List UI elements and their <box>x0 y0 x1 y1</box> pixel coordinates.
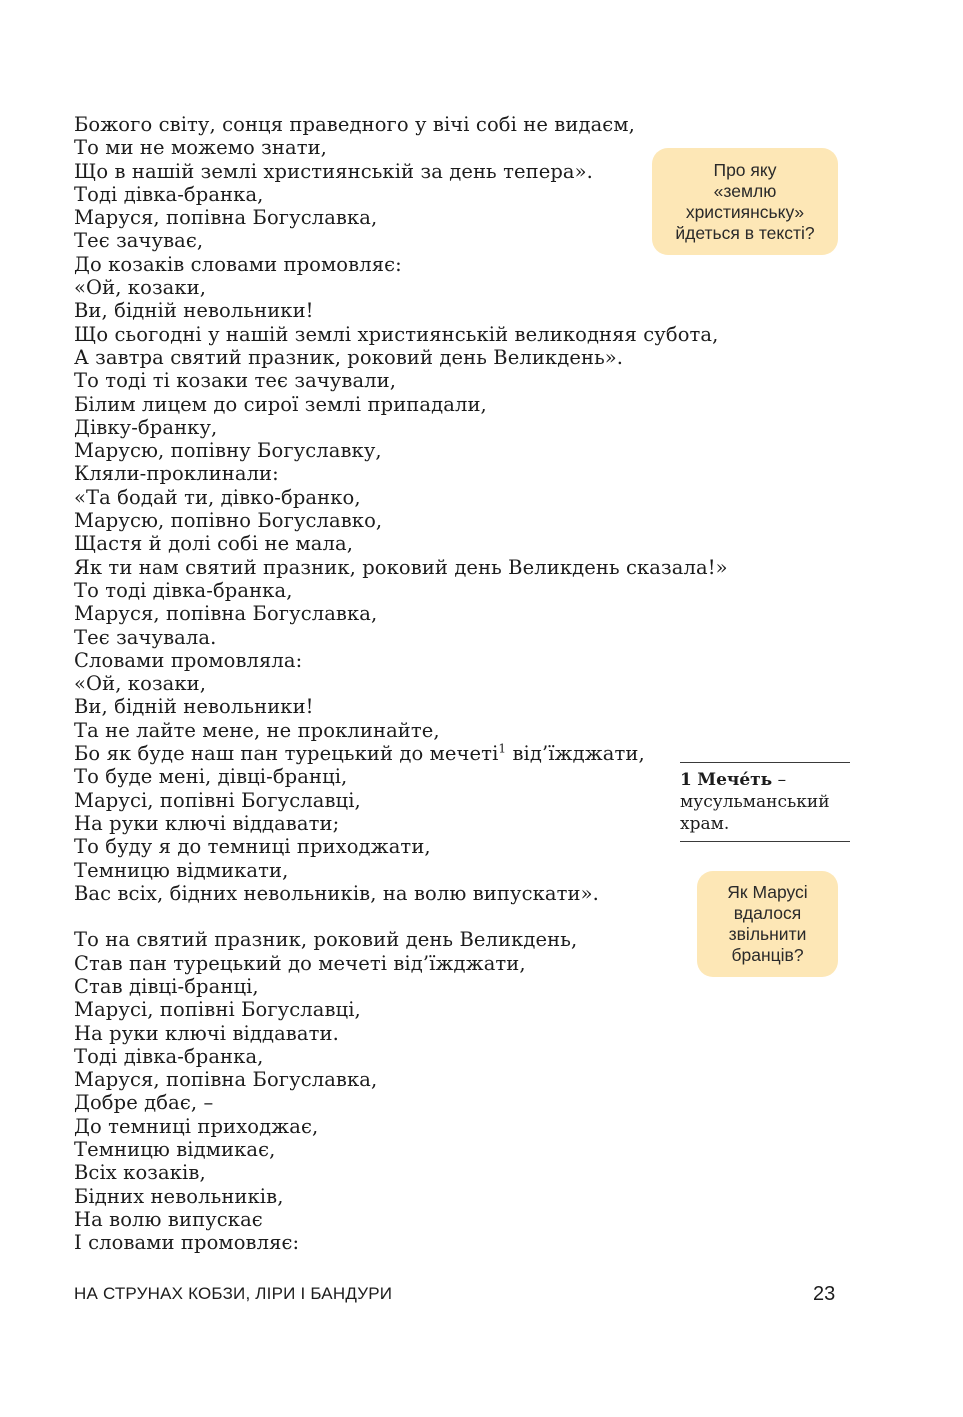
running-footer-section-title: НА СТРУНАХ КОБЗИ, ЛІРИ І БАНДУРИ <box>74 1284 393 1303</box>
poem-line: І словами промовляє: <box>74 1231 300 1255</box>
poem-line: Божого світу, сонця праведного у вічі собі не видаєм, <box>74 113 635 136</box>
poem-line-part: від’їжджати, <box>506 742 645 766</box>
poem-line: То буду я до темниці приходжати, <box>74 835 431 859</box>
poem-line: Та не лайте мене, не проклинайте, <box>74 718 440 742</box>
poem-line: Що сьогодні у нашій землі християнській великодняя субота, <box>74 322 719 346</box>
poem-line: А завтра святий празник, роковий день Великдень». <box>74 345 624 369</box>
callout-line: християнську» <box>685 201 805 222</box>
poem-line: Ви, бідній невольники! <box>74 299 314 323</box>
poem-line: Темницю відмикає, <box>74 1138 276 1162</box>
poem-line: «Ой, козаки, <box>74 672 207 696</box>
poem-line: Щастя й долі собі не мала, <box>74 532 354 556</box>
poem-line: Бідних невольників, <box>74 1184 284 1208</box>
poem-line: Словами промовляла: <box>74 648 303 672</box>
poem-line: Як ти нам святий празник, роковий день Великдень сказала!» <box>74 555 728 579</box>
stanza-gap <box>74 905 674 928</box>
callout-line: «землю <box>713 180 777 201</box>
footnote-term: Мече́ть <box>697 770 773 790</box>
footnote-reference-mark: 1 <box>498 741 507 756</box>
poem-line: Маруся, попівна Богуславка, <box>74 602 378 626</box>
poem-line: Став дівці-бранці, <box>74 974 259 998</box>
callout-line: звільнити <box>728 924 807 944</box>
poem-line: Всіх козаків, <box>74 1161 206 1185</box>
poem-line: Кляли-проклинали: <box>74 462 279 486</box>
callout-line: Як Марусі <box>727 882 808 902</box>
poem-line-with-footnote <box>74 742 674 765</box>
poem-line: До козаків словами промовляє: <box>74 252 402 276</box>
poem-line: «Ой, козаки, <box>74 276 207 300</box>
footnote-definition-line: мусульманський <box>680 792 830 812</box>
poem-line: Тоді дівка-бранка, <box>74 182 264 206</box>
question-callout-christian-land <box>652 148 838 255</box>
poem-line: Дівку-бранку, <box>74 415 218 439</box>
poem-line: Маруся, попівна Богуславка, <box>74 206 378 230</box>
footnote-dash: – <box>772 770 787 790</box>
poem-line: На волю випускає <box>74 1207 263 1231</box>
poem-line: Що в нашій землі християнській за день тепера». <box>74 159 593 183</box>
poem-line: Темницю відмикати, <box>74 858 289 882</box>
footnote-definition-line: храм. <box>680 814 730 834</box>
callout-line: вдалося <box>733 903 802 923</box>
poem-line-part: Бо як буде наш пан турецький до мечеті <box>74 742 499 766</box>
footnote-box <box>680 762 850 842</box>
poem-line: Білим лицем до сирої землі припадали, <box>74 392 487 416</box>
poem-line: На руки ключі віддавати. <box>74 1021 339 1045</box>
poem-line: «Та бодай ти, дівко-бранко, <box>74 485 361 509</box>
callout-line: йдеться в тексті? <box>675 222 815 243</box>
poem-line: То тоді дівка-бранка, <box>74 578 293 602</box>
poem-line: Марусю, попівно Богуславко, <box>74 509 383 533</box>
poem-line: Маруся, попівна Богуславка, <box>74 1068 378 1092</box>
poem-line: То буде мені, дівці-бранці, <box>74 765 348 789</box>
page-number: 23 <box>813 1283 836 1305</box>
poem-line: Став пан турецький до мечеті від’їжджати, <box>74 951 526 975</box>
poem-line: Тоді дівка-бранка, <box>74 1044 264 1068</box>
poem-line: Вас всіх, бідних невольників, на волю випускати». <box>74 881 599 905</box>
poem-line: Добре дбає, – <box>74 1091 214 1115</box>
poem-line: Теє зачувала. <box>74 625 217 649</box>
stanza-2 <box>74 928 674 1254</box>
callout-line: Про яку <box>713 159 777 180</box>
callout-line: бранців? <box>731 945 804 965</box>
poem-line: То ми не можемо знати, <box>74 136 327 160</box>
poem-line: Ви, бідній невольники! <box>74 695 314 719</box>
poem-line: Теє зачуває, <box>74 229 204 253</box>
footnote-term-line <box>680 769 850 791</box>
footnote-mark: 1 <box>680 770 692 790</box>
poem-line: То тоді ті козаки теє зачували, <box>74 369 397 393</box>
poem-line: На руки ключі віддавати; <box>74 811 340 835</box>
poem-line: Марусі, попівні Богуславці, <box>74 998 361 1022</box>
poem-line: Марусю, попівну Богуславку, <box>74 439 382 463</box>
poem-line: До темниці приходжає, <box>74 1114 319 1138</box>
poem-line: Марусі, попівні Богуславці, <box>74 788 361 812</box>
question-callout-freeing-captives <box>697 871 838 977</box>
poem-line: То на святий празник, роковий день Великдень, <box>74 928 578 952</box>
